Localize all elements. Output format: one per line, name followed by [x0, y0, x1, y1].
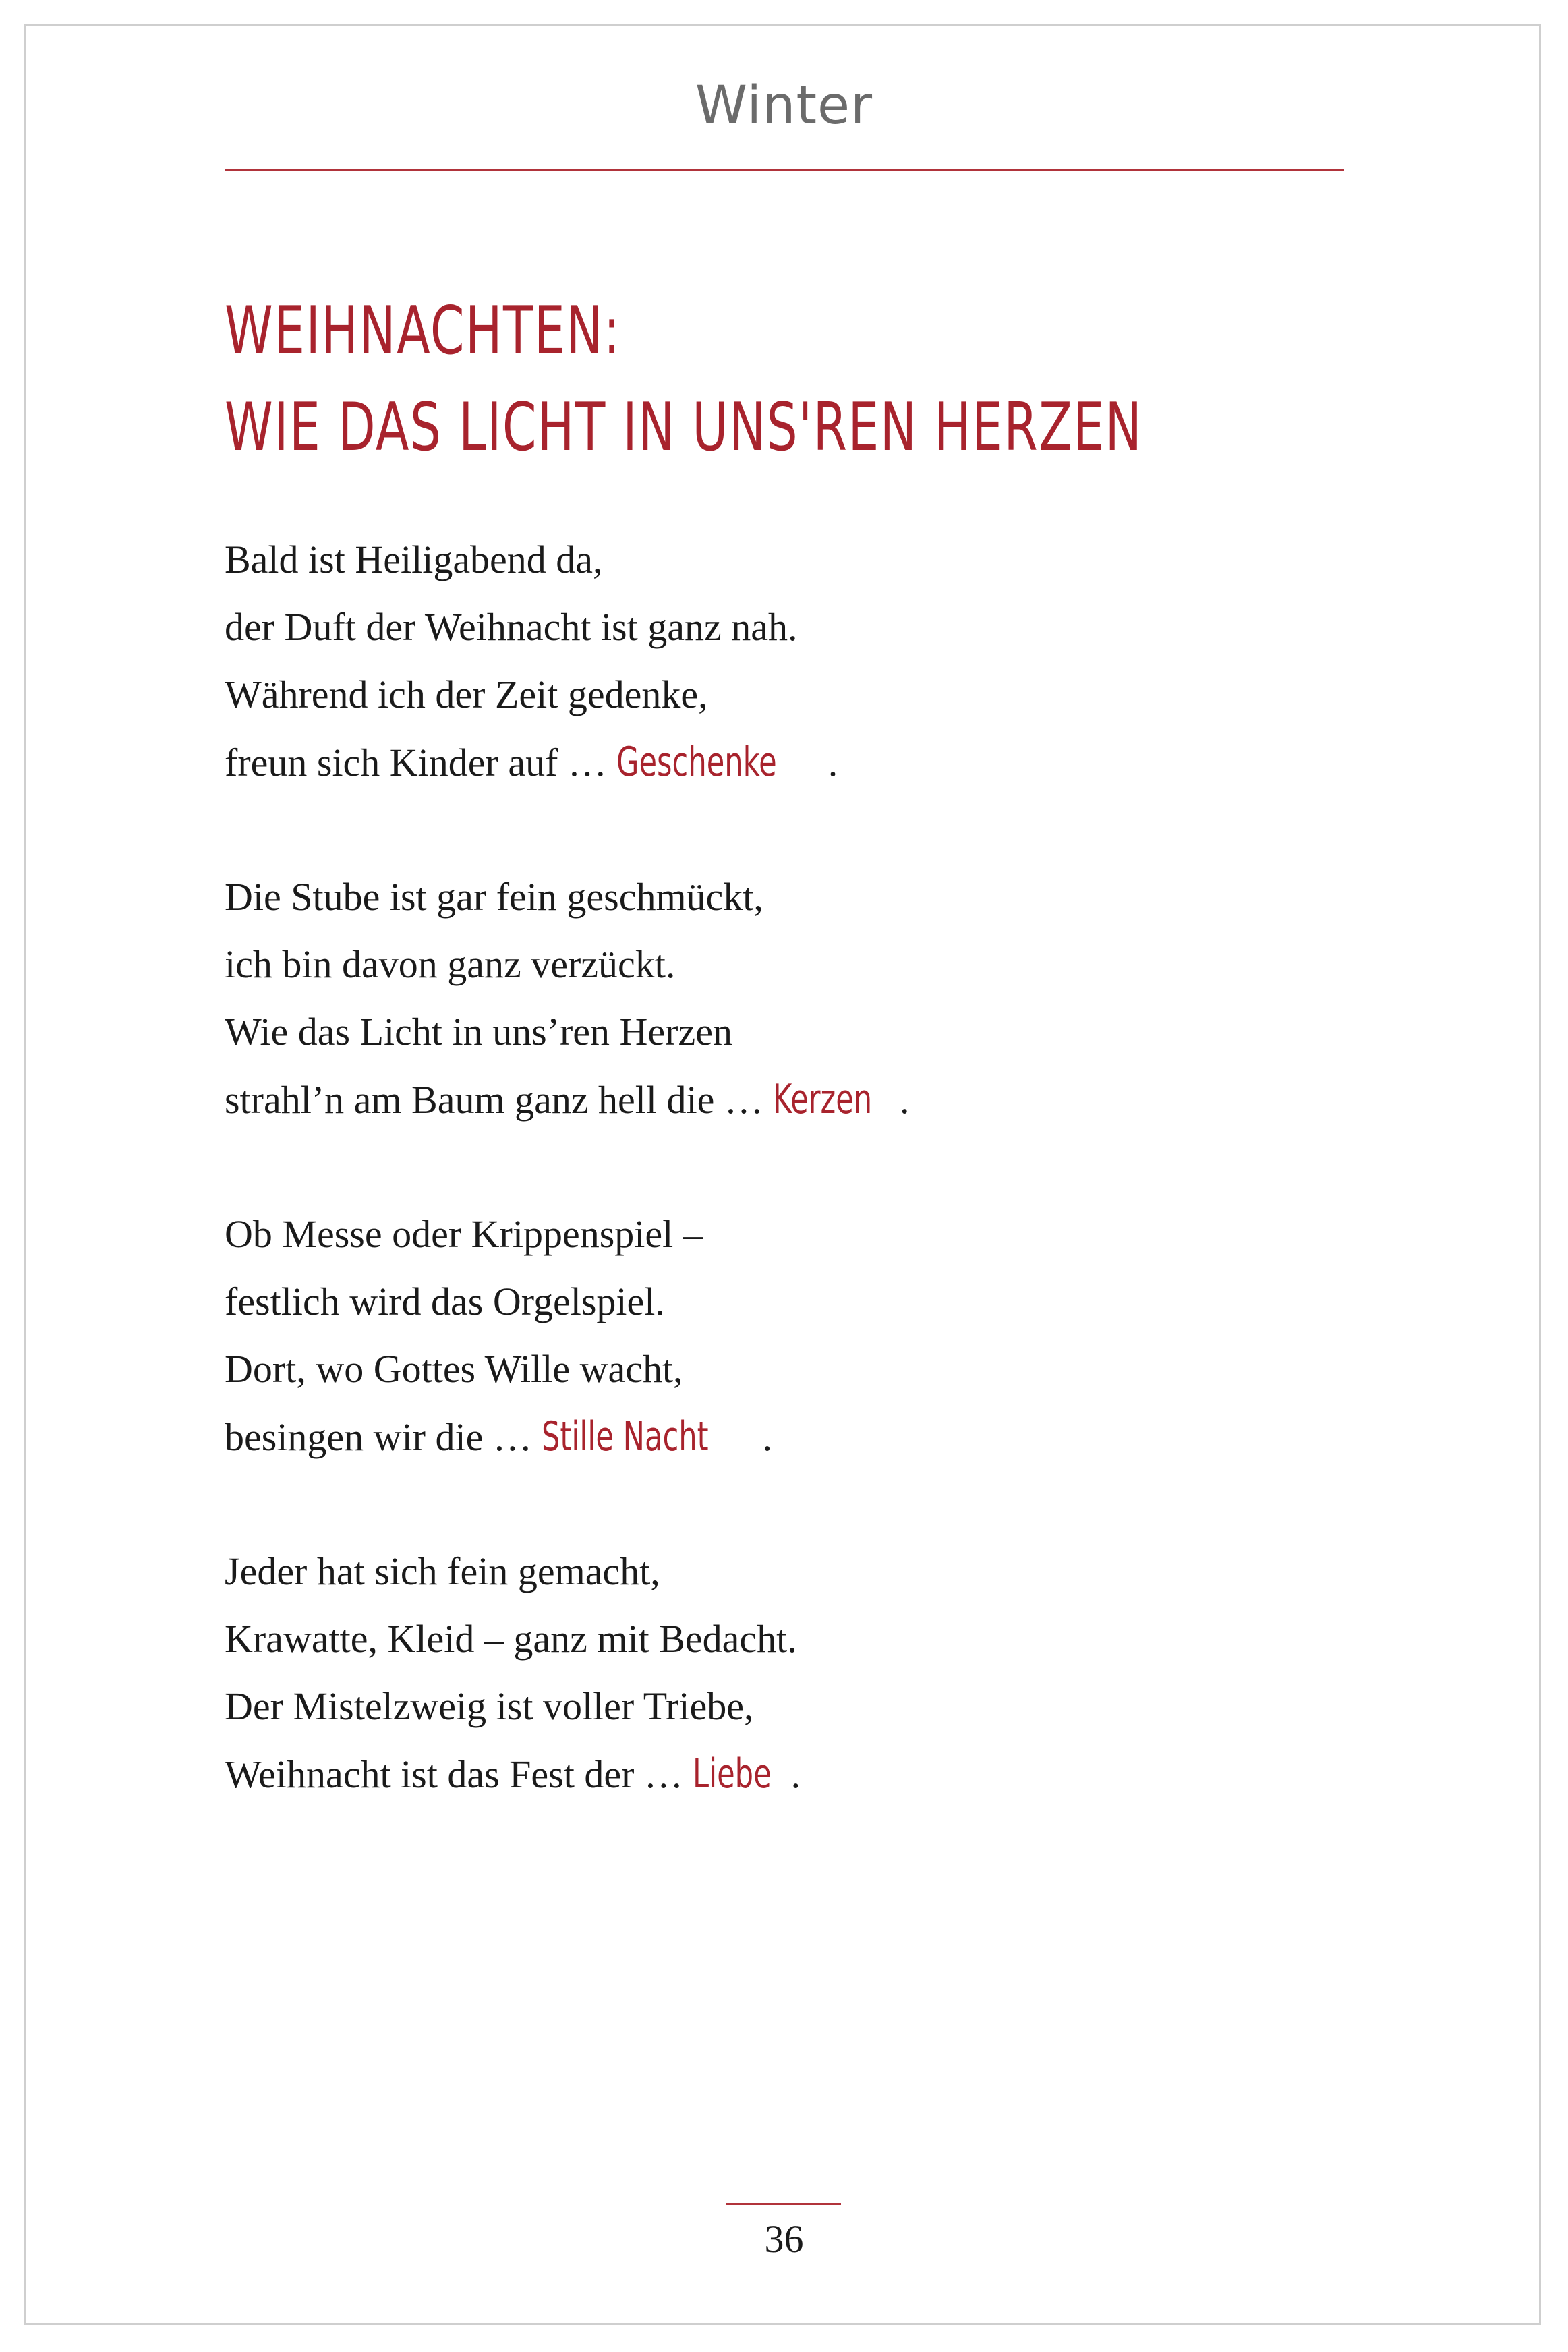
poem-line: Der Mistelzweig ist voller Triebe, [225, 1684, 754, 1728]
line-end: . [762, 1415, 772, 1459]
poem-line: Während ich der Zeit gedenke, [225, 672, 708, 716]
stanza-4 [225, 1538, 1344, 1808]
line-end: . [790, 1752, 801, 1796]
poem-line: Bald ist Heiligabend da, [225, 538, 603, 581]
stanza-3 [225, 1201, 1344, 1470]
line-prefix: freun sich Kinder auf … [225, 741, 617, 784]
line-end: . [899, 1078, 910, 1122]
poem-line: Krawatte, Kleid – ganz mit Bedacht. [225, 1617, 797, 1661]
rhyme-word: Kerzen [773, 1076, 873, 1123]
stanza-1 [225, 526, 1344, 796]
line-prefix: strahl’n am Baum ganz hell die … [225, 1078, 774, 1122]
rhyme-word: Geschenke [616, 739, 778, 786]
poem-line-final [225, 1740, 1344, 1808]
running-head: Winter [695, 76, 873, 136]
footer-rule [726, 2203, 841, 2205]
poem-line-final [225, 1403, 1344, 1470]
rhyme-word: Stille Nacht [542, 1413, 709, 1460]
poem-body [225, 526, 1344, 1875]
stanza-2 [225, 863, 1344, 1133]
line-end: . [827, 741, 838, 784]
poem-title [225, 283, 1142, 476]
poem-line: Ob Messe oder Krippenspiel – [225, 1212, 703, 1256]
line-prefix: besingen wir die … [225, 1415, 542, 1459]
poem-line: Wie das Licht in uns’ren Herzen [225, 1010, 732, 1054]
rhyme-word: Liebe [693, 1750, 772, 1798]
poem-line: der Duft der Weihnacht ist ganz nah. [225, 605, 798, 649]
poem-line-final [225, 1066, 1344, 1133]
poem-line: Dort, wo Gottes Wille wacht, [225, 1347, 683, 1391]
poem-line: Die Stube ist gar fein geschmückt, [225, 875, 763, 919]
page-number: 36 [764, 2217, 804, 2261]
header-rule [225, 169, 1344, 171]
poem-line-final [225, 728, 1344, 796]
poem-line: Jeder hat sich fein gemacht, [225, 1549, 660, 1593]
poem-title-line-1: WEIHNACHTEN: [225, 293, 621, 370]
poem-line: festlich wird das Orgelspiel. [225, 1280, 665, 1323]
line-prefix: Weihnacht ist das Fest der … [225, 1752, 693, 1796]
poem-title-line-2: WIE DAS LICHT IN UNS'REN HERZEN [225, 389, 1143, 466]
poem-line: ich bin davon ganz verzückt. [225, 942, 676, 986]
